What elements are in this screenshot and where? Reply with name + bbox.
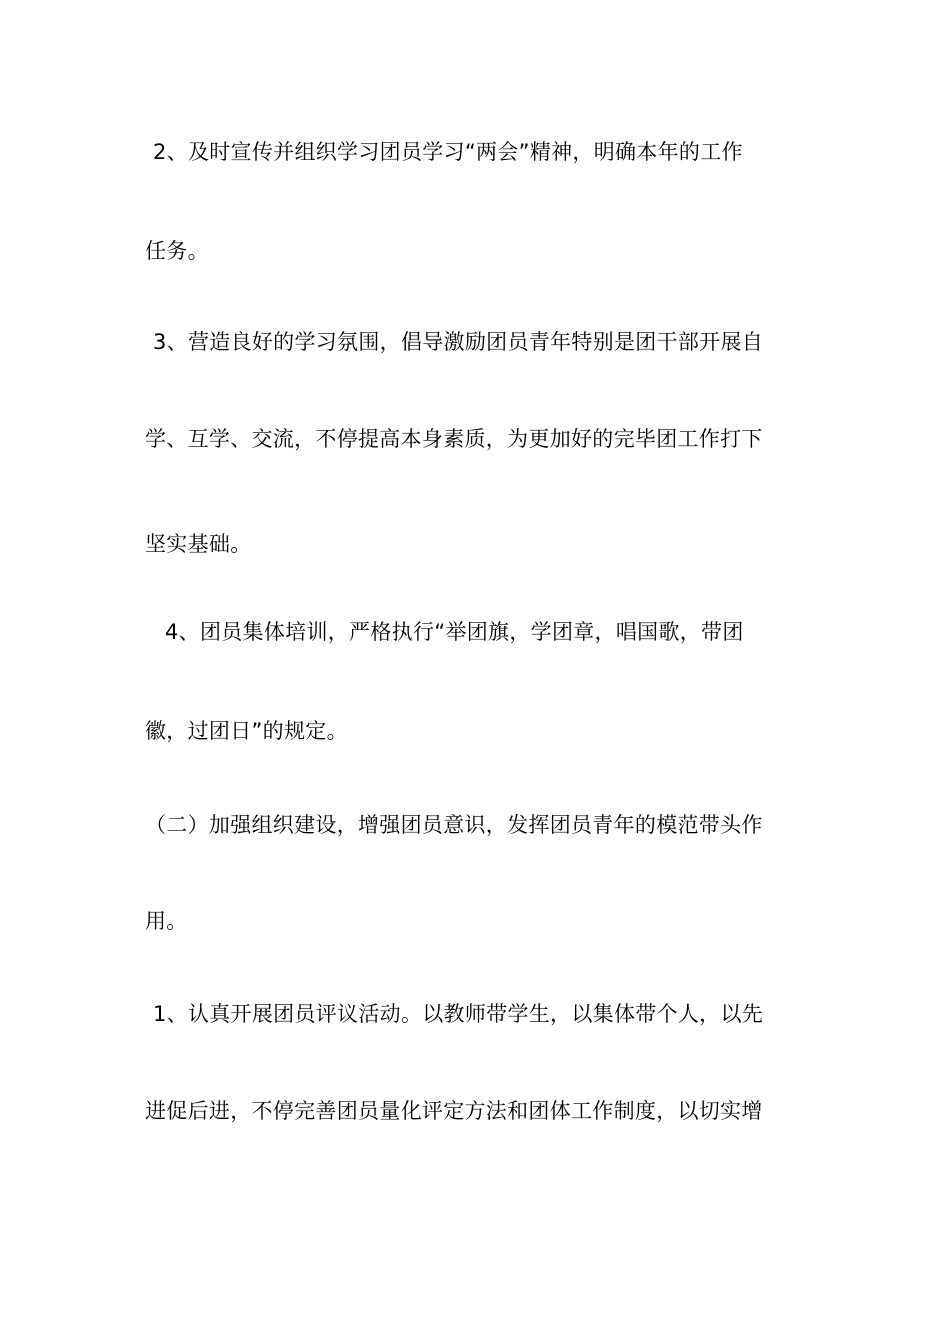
text-line-item-2: 2、及时宣传并组织学习团员学习“两会”精神，明确本年的工作 [153,140,743,164]
text-line-item-4-cont: 徽，过团日”的规定。 [145,719,348,743]
section-heading-two: （二）加强组织建设，增强团员意识，发挥团员青年的模范带头作 [145,813,763,837]
text-line-item-1-cont: 进促后进，不停完善团员量化评定方法和团体工作制度，以切实增 [145,1099,763,1123]
section-heading-two-cont: 用。 [145,909,188,933]
text-line-item-3: 3、营造良好的学习氛围，倡导激励团员青年特别是团干部开展自 [153,330,764,354]
text-line-item-3-cont2: 坚实基础。 [145,532,252,556]
text-line-item-3-cont: 学、互学、交流，不停提高本身素质，为更加好的完毕团工作打下 [145,427,763,451]
text-line-item-4: 4、团员集体培训，严格执行“举团旗，学团章，唱国歌，带团 [165,620,744,644]
text-line-item-2-cont: 任务。 [145,239,209,263]
text-line-item-1: 1、认真开展团员评议活动。以教师带学生，以集体带个人，以先 [153,1002,764,1026]
